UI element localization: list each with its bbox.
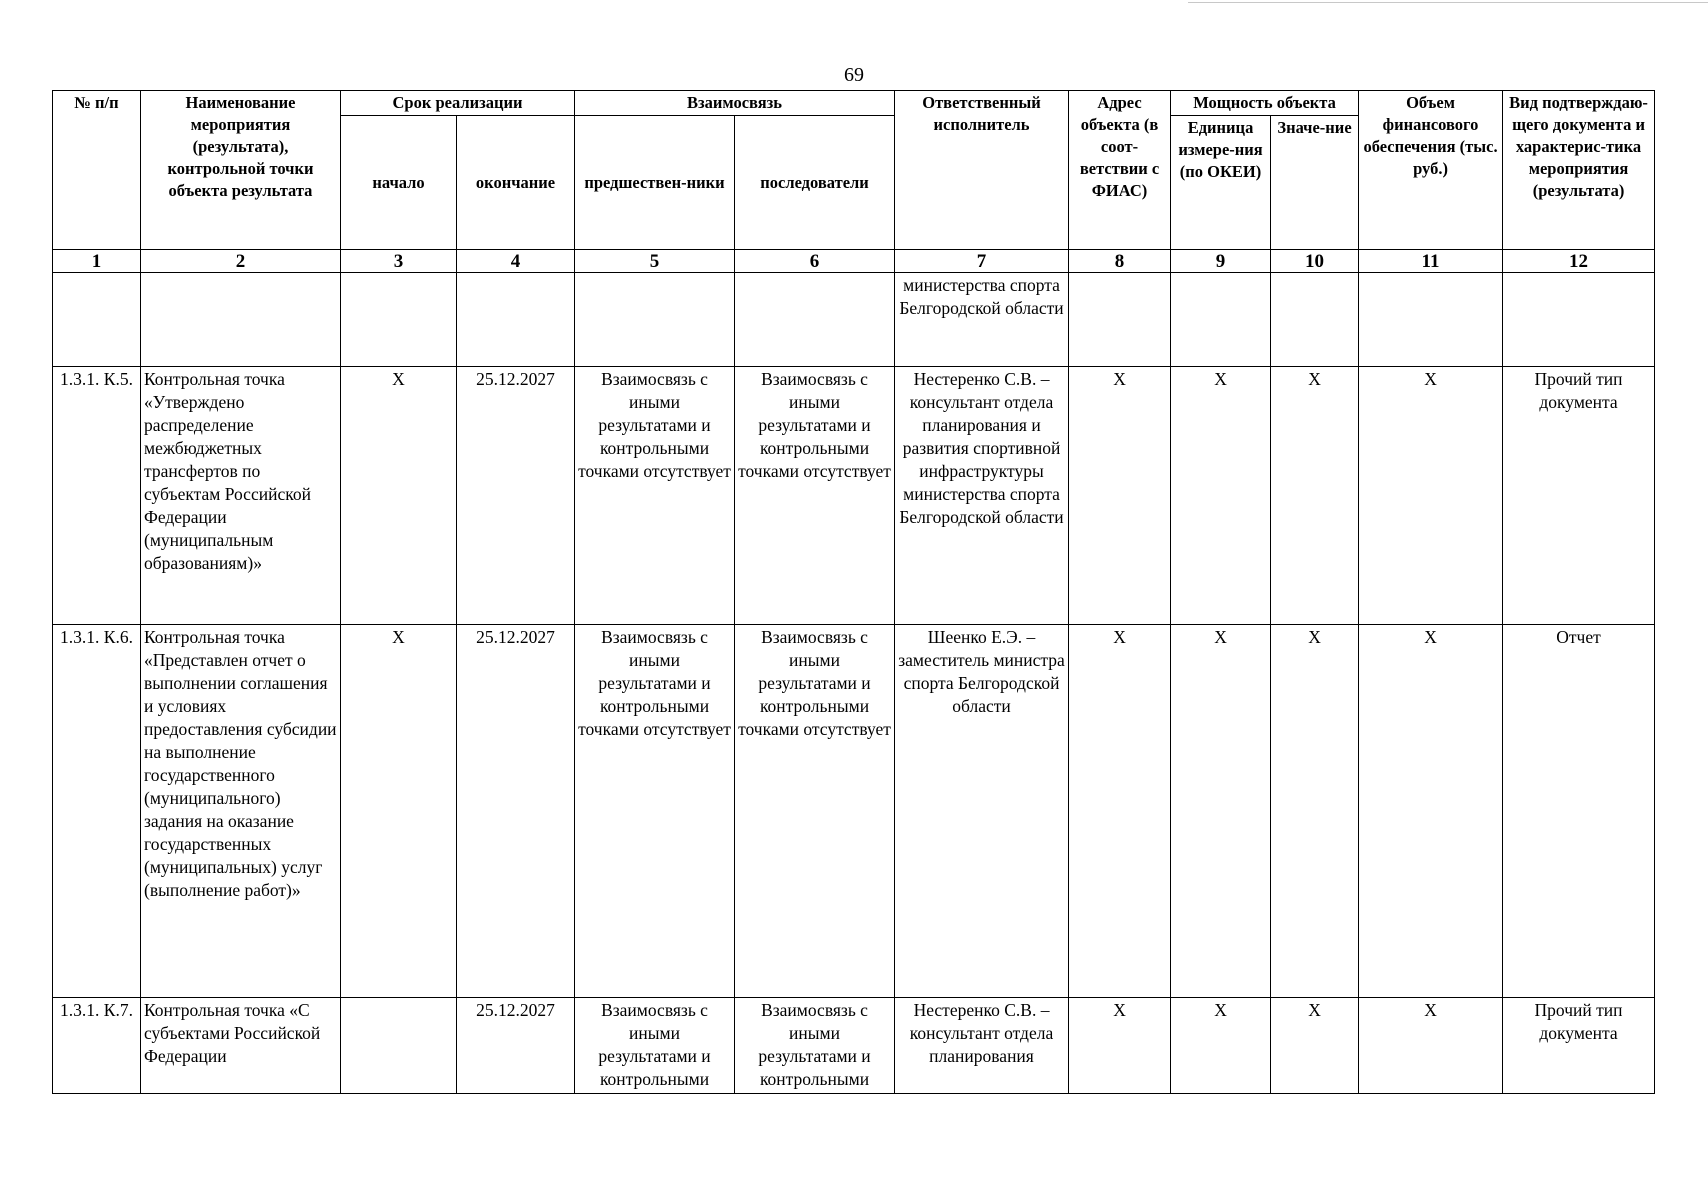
cell-address: X bbox=[1069, 625, 1171, 998]
column-number: 11 bbox=[1359, 250, 1503, 273]
cell-start: X bbox=[341, 625, 457, 998]
cell-finance: X bbox=[1359, 367, 1503, 625]
cell-doc-type: Прочий тип документа bbox=[1503, 367, 1655, 625]
cell-finance: X bbox=[1359, 625, 1503, 998]
header-doc-type: Вид подтверждаю-щего документа и характерис-тика мероприятия (результата) bbox=[1503, 91, 1655, 250]
cell-successors: Взаимосвязь с иными результатами и контрольными точками отсутствует bbox=[735, 625, 895, 998]
cell-end: 25.12.2027 bbox=[457, 367, 575, 625]
cell-name: Контрольная точка «Утверждено распределение межбюджетных трансфертов по субъектам Российской Федерации (муниципальным образованиям)» bbox=[141, 367, 341, 625]
header-relation: Взаимосвязь bbox=[575, 91, 895, 116]
cell-address: X bbox=[1069, 367, 1171, 625]
header-end: окончание bbox=[457, 116, 575, 250]
scan-edge-line bbox=[1188, 2, 1708, 3]
header-responsible: Ответственный исполнитель bbox=[895, 91, 1069, 250]
page-number: 69 bbox=[844, 64, 864, 86]
column-number: 8 bbox=[1069, 250, 1171, 273]
cell-end bbox=[457, 273, 575, 367]
cell-responsible: Нестеренко С.В. – консультант отдела планирования и развития спортивной инфраструктуры министерства спорта Белгородской области bbox=[895, 367, 1069, 625]
column-number: 10 bbox=[1271, 250, 1359, 273]
table-row bbox=[53, 273, 1655, 367]
header-address: Адрес объекта (в соот-ветствии с ФИАС) bbox=[1069, 91, 1171, 250]
control-points-table bbox=[52, 90, 1655, 1094]
cell-num: 1.3.1. К.6. bbox=[53, 625, 141, 998]
cell-unit: X bbox=[1171, 998, 1271, 1094]
column-number: 12 bbox=[1503, 250, 1655, 273]
cell-successors: Взаимосвязь с иными результатами и контрольными точками отсутствует bbox=[735, 367, 895, 625]
cell-finance: X bbox=[1359, 998, 1503, 1094]
cell-predecessors: Взаимосвязь с иными результатами и контрольными точками отсутствует bbox=[575, 367, 735, 625]
header-finance: Объем финансового обеспечения (тыс. руб.) bbox=[1359, 91, 1503, 250]
column-number: 9 bbox=[1171, 250, 1271, 273]
cell-value: X bbox=[1271, 625, 1359, 998]
cell-doc-type bbox=[1503, 273, 1655, 367]
table-row bbox=[53, 625, 1655, 998]
cell-end: 25.12.2027 bbox=[457, 625, 575, 998]
cell-num bbox=[53, 273, 141, 367]
cell-responsible: Нестеренко С.В. – консультант отдела планирования bbox=[895, 998, 1069, 1094]
cell-unit bbox=[1171, 273, 1271, 367]
header-capacity: Мощность объекта bbox=[1171, 91, 1359, 116]
cell-predecessors bbox=[575, 273, 735, 367]
header-period: Срок реализации bbox=[341, 91, 575, 116]
column-number: 7 bbox=[895, 250, 1069, 273]
header-name: Наименование мероприятия (результата), контрольной точки объекта результата bbox=[141, 91, 341, 250]
column-number: 6 bbox=[735, 250, 895, 273]
header-start: начало bbox=[341, 116, 457, 250]
cell-value bbox=[1271, 273, 1359, 367]
cell-value: X bbox=[1271, 998, 1359, 1094]
header-predecessors: предшествен-ники bbox=[575, 116, 735, 250]
cell-doc-type: Отчет bbox=[1503, 625, 1655, 998]
column-number: 3 bbox=[341, 250, 457, 273]
column-number: 2 bbox=[141, 250, 341, 273]
cell-start bbox=[341, 273, 457, 367]
cell-finance bbox=[1359, 273, 1503, 367]
cell-name bbox=[141, 273, 341, 367]
cell-predecessors: Взаимосвязь с иными результатами и контрольными bbox=[575, 998, 735, 1094]
cell-doc-type: Прочий тип документа bbox=[1503, 998, 1655, 1094]
header-num: № п/п bbox=[53, 91, 141, 250]
cell-responsible: Шеенко Е.Э. – заместитель министра спорта Белгородской области bbox=[895, 625, 1069, 998]
column-number: 1 bbox=[53, 250, 141, 273]
header-successors: последователи bbox=[735, 116, 895, 250]
cell-start: X bbox=[341, 367, 457, 625]
cell-successors: Взаимосвязь с иными результатами и контрольными bbox=[735, 998, 895, 1094]
cell-name: Контрольная точка «С субъектами Российской Федерации bbox=[141, 998, 341, 1094]
cell-name: Контрольная точка «Представлен отчет о выполнении соглашения и условиях предоставления субсидии на выполнение государственного (муниципального) задания на оказание государственных (муниципальных) услуг (выполнение работ)» bbox=[141, 625, 341, 998]
cell-unit: X bbox=[1171, 367, 1271, 625]
cell-num: 1.3.1. К.7. bbox=[53, 998, 141, 1094]
cell-predecessors: Взаимосвязь с иными результатами и контрольными точками отсутствует bbox=[575, 625, 735, 998]
header-value: Значе-ние bbox=[1271, 116, 1359, 250]
table-row bbox=[53, 367, 1655, 625]
cell-end: 25.12.2027 bbox=[457, 998, 575, 1094]
cell-responsible: министерства спорта Белгородской области bbox=[895, 273, 1069, 367]
cell-successors bbox=[735, 273, 895, 367]
column-number: 5 bbox=[575, 250, 735, 273]
cell-num: 1.3.1. К.5. bbox=[53, 367, 141, 625]
cell-address: X bbox=[1069, 998, 1171, 1094]
cell-value: X bbox=[1271, 367, 1359, 625]
cell-address bbox=[1069, 273, 1171, 367]
cell-start bbox=[341, 998, 457, 1094]
column-number: 4 bbox=[457, 250, 575, 273]
header-unit: Единица измере-ния (по ОКЕИ) bbox=[1171, 116, 1271, 250]
table-row bbox=[53, 998, 1655, 1094]
cell-unit: X bbox=[1171, 625, 1271, 998]
